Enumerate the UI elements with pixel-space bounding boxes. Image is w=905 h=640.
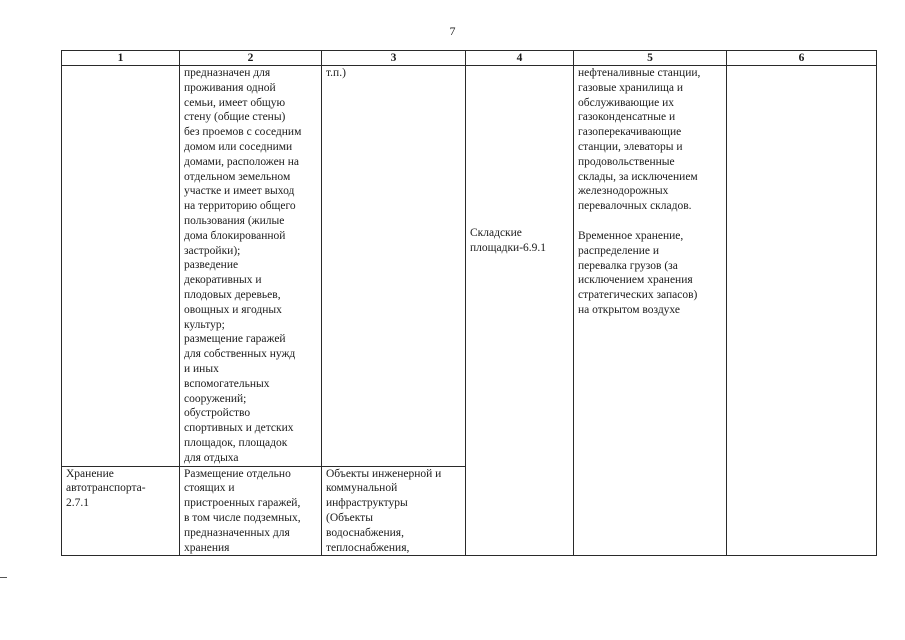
conditional-use-description-part1: нефтеналивные станции, газовые хранилища и обслуживающие их газоконденсатные и газоперекачивающие станции, элеваторы и продовольственные склады, за исключением железнодорожных перевалочных складов. <box>578 67 701 213</box>
conditional-use-description-part2: Временное хранение, распределение и перевалка грузов (за исключением хранения стратегических запасов) на открытом воздухе <box>578 229 698 316</box>
cell-r1-c6 <box>727 66 877 556</box>
infrastructure-objects-text: Объекты инженерной и коммунальной инфраструктуры (Объекты водоснабжения, теплоснабжения, <box>326 467 442 554</box>
land-use-table <box>61 50 877 556</box>
conditional-use-name: Складские площадки-6.9.1 <box>470 227 547 254</box>
cell-r1-c1 <box>62 66 180 467</box>
use-type-name: Хранение автотранспорта- 2.7.1 <box>66 467 146 510</box>
page-number: 7 <box>449 24 456 38</box>
cell-r2-c1 <box>62 466 180 556</box>
cell-r1-c4 <box>466 66 574 556</box>
table-row <box>62 66 877 467</box>
column-header-2: 2 <box>180 51 322 66</box>
column-header-6: 6 <box>727 51 877 66</box>
column-header-5: 5 <box>574 51 727 66</box>
margin-mark <box>0 577 7 578</box>
column-header-3: 3 <box>322 51 466 66</box>
cell-r1-c2 <box>180 66 322 467</box>
cell-r1-c3 <box>322 66 466 467</box>
allowed-use-description: предназначен для проживания одной семьи, имеет общую стену (общие стены) без проемов с соседним домом или соседними домами, расположен на отдельном земельном участке и имеет выход на территорию общего пользования (жилые дома блокированной застройки); разведение декоративных и плодовых деревьев, овощных и ягодных культур; размещение гаражей для собственных нужд и иных вспомогательных сооружений; обустройство спортивных и детских площадок, площадок для отдыха <box>184 67 302 464</box>
related-objects-text: т.п.) <box>326 67 346 79</box>
cell-r2-c2 <box>180 466 322 556</box>
table-header-row <box>62 51 877 66</box>
use-type-description: Размещение отдельно стоящих и пристроенных гаражей, в том числе подземных, предназначенных для хранения <box>184 467 301 554</box>
paragraph-gap <box>578 214 722 229</box>
cell-r1-c5 <box>574 66 727 556</box>
column-header-1: 1 <box>62 51 180 66</box>
column-header-4: 4 <box>466 51 574 66</box>
cell-r2-c3 <box>322 466 466 556</box>
